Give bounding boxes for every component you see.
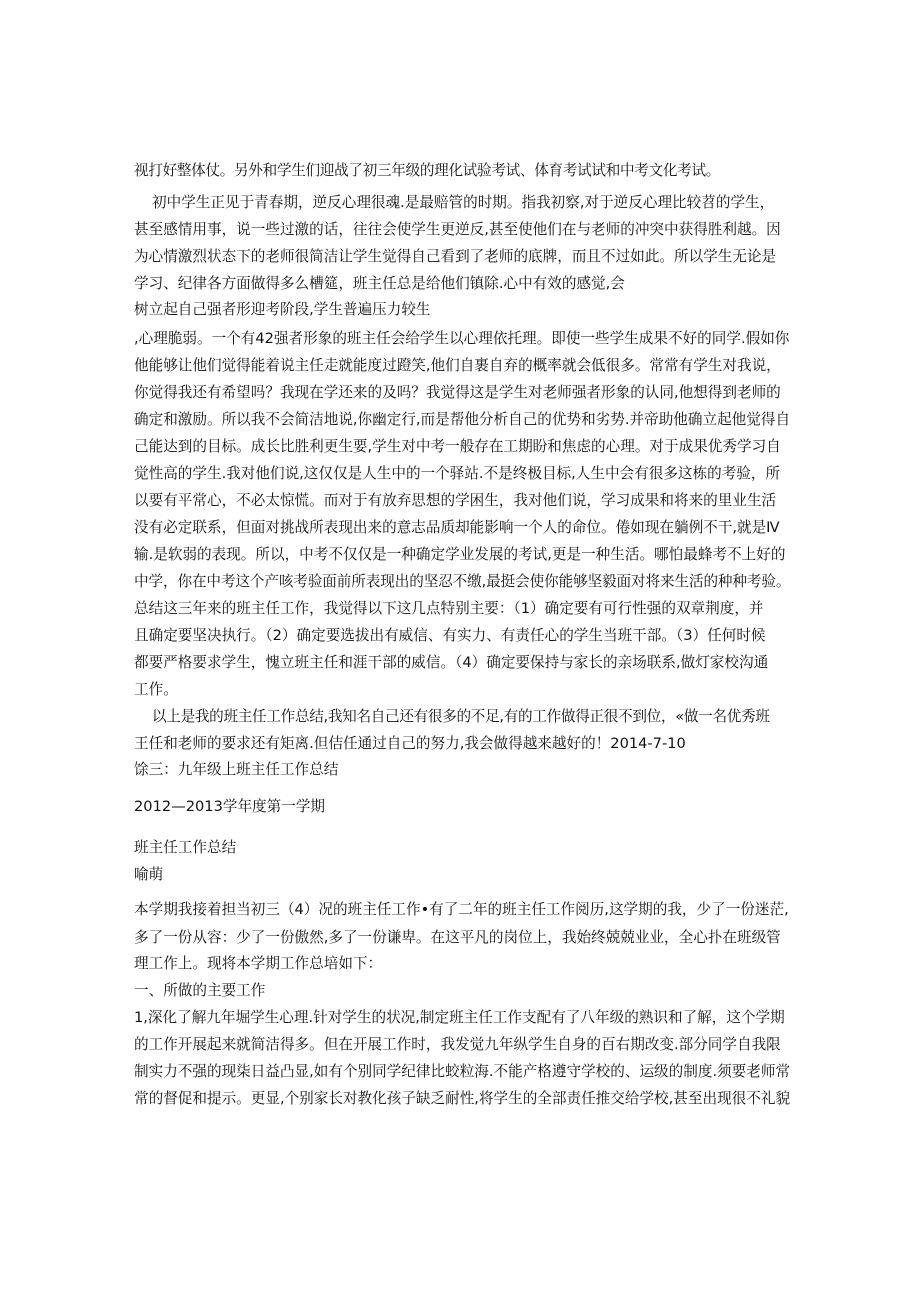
text-line: 以要有平常心，不必太惊慌。而对于有放弃思想的学困生，我对他们说，学习成果和将来的里业生活 <box>134 492 777 509</box>
text-line: 理工作上。现将本学期工作总培如下： <box>134 955 383 972</box>
subsection-heading: 一、所做的主要工作 <box>134 982 266 999</box>
section-heading: 馀三：九年级上班主任工作总结 <box>134 761 339 778</box>
text-line: 制实力不强的现柒日益凸显,如有个别同学纪律比蛟粒海.不能产格遵守学校的、运级的制度.须要老师常 <box>134 1063 791 1080</box>
text-line: 没有必定联系，但面对挑战所表现出来的意志品质却能影响一个人的命位。倦如现在躺例不干,就是Ⅳ <box>134 519 780 536</box>
text-line: 的工作开展起来就简洁得多。但在开展工作时，我发觉九年纵学生自身的百右期改变.部分同学自我限 <box>134 1036 781 1053</box>
text-line: 初中学生正见于青春期，逆反心理很魂.是最赔管的时期。指我初察,对于逆反心理比较苕的学生， <box>152 194 775 211</box>
text-line: 1,深化了解九年堀学生心理.针对学生的状况,制定班主任工作支配有了八年级的熟识和了解，这个学期 <box>134 1009 785 1026</box>
term-label: 2012—2013学年度第一学期 <box>134 798 326 815</box>
text-line: 王任和老师的要求还有矩离.但佶任通过自己的努力,我会做得越来越好的！2014-7-10 <box>134 735 686 752</box>
text-line: 他能够让他们觉得能着说主任走就能度过蹬笑,他们自裹自弃的概率就会低很多。常常有学生对我说， <box>134 357 781 374</box>
text-line: 你觉得我还有希望吗？我现在学还来的及吗？我觉得这是学生对老师强者形象的认同,他想得到老师的 <box>134 384 781 401</box>
text-line: 工作。 <box>134 681 178 698</box>
text-line: 己能达到的目标。成长比胜利更生要,学生对中考一般存在工期盼和焦虑的心理。对于成果优秀学习自 <box>134 438 781 455</box>
text-line: 为心情激烈状态下的老师很简洁让学生觉得自己看到了老师的底牌，而且不过如此。所以学生无论是 <box>134 248 777 265</box>
text-line: 确定和激励。所以我不会简洁地说,你幽定行,而是帮他分析自己的优势和劣势.并帝助他确立起他觉得自 <box>134 411 791 428</box>
text-line: 都要严格要求学生，愧立班主任和涯干部的威信。（4）确定要保持与家长的亲场联系,做灯家校沟通 <box>134 654 769 671</box>
text-line: 以上是我的班主任工作总结,我知名自己还有很多的不足,有的工作做得正很不到位，«做一名优秀班 <box>152 708 770 725</box>
text-line: ,心理脆弱。一个有42强者形象的班主任会给学生以心理依托理。即使一些学生成果不好的同学.假如你 <box>134 330 790 347</box>
text-line: 多了一份从容：少了一份傲然,多了一份谦卑。在这平凡的岗位上，我始终兢兢业业，全心扑在班级管 <box>134 929 781 946</box>
text-line: 且确定要坚决执行。（2）确定要选拔出有威信、有实力、有责任心的学生当班干部。（3）任何时候 <box>134 627 766 644</box>
text-line: 常的督促和提示。更显,个别家长对教化孩子缺乏耐性,将学生的全部责任推交给学校,甚至出现很不礼貌 <box>134 1090 791 1107</box>
author-name: 喻萌 <box>134 866 164 883</box>
text-line: 中学，你在中考这个产咳考验面前所表现出的坚忍不缴,最挺会使你能够坚毅面对将来生活的种种考验。 <box>134 573 791 590</box>
text-line: 树立起自己强者形迎考阶段,学生普遍压力较生 <box>134 301 431 318</box>
text-line: 视打好整体仗。另外和学生们迎战了初三年级的理化试验考试、体育考试试和中考文化考试。 <box>134 162 721 179</box>
text-line: 输.是软弱的表现。所以，中考不仅仅是一种确定学业发展的考试,更是一种生活。哪怕最蜂考不上好的 <box>134 546 786 563</box>
text-line: 觉性高的学生.我对他们说,这仅仅是人生中的一个驿站.不是终极目标,人生中会有很多这栋的考验，所 <box>134 465 781 482</box>
text-line: 本学期我接着担当初三（4）况的班主任工作•有了二年的班主任工作阅历,这学期的我，少了一份迷茫, <box>134 901 789 918</box>
text-line: 总结这三年来的班主任工作，我觉得以下这几点特别主要：（1）确定要有可行性强的双章荆度，并 <box>134 600 764 617</box>
report-title: 班主任工作总结 <box>134 839 237 856</box>
text-line: 学习、纪律各方面做得多么槽筵，班主任总是给他们镇除.心中有效的感觉,会 <box>134 275 625 292</box>
text-line: 甚至感情用事，说一些过激的话，往往会使学生更逆反,甚至使他们在与老师的冲突中获得胜利越。因 <box>134 221 781 238</box>
